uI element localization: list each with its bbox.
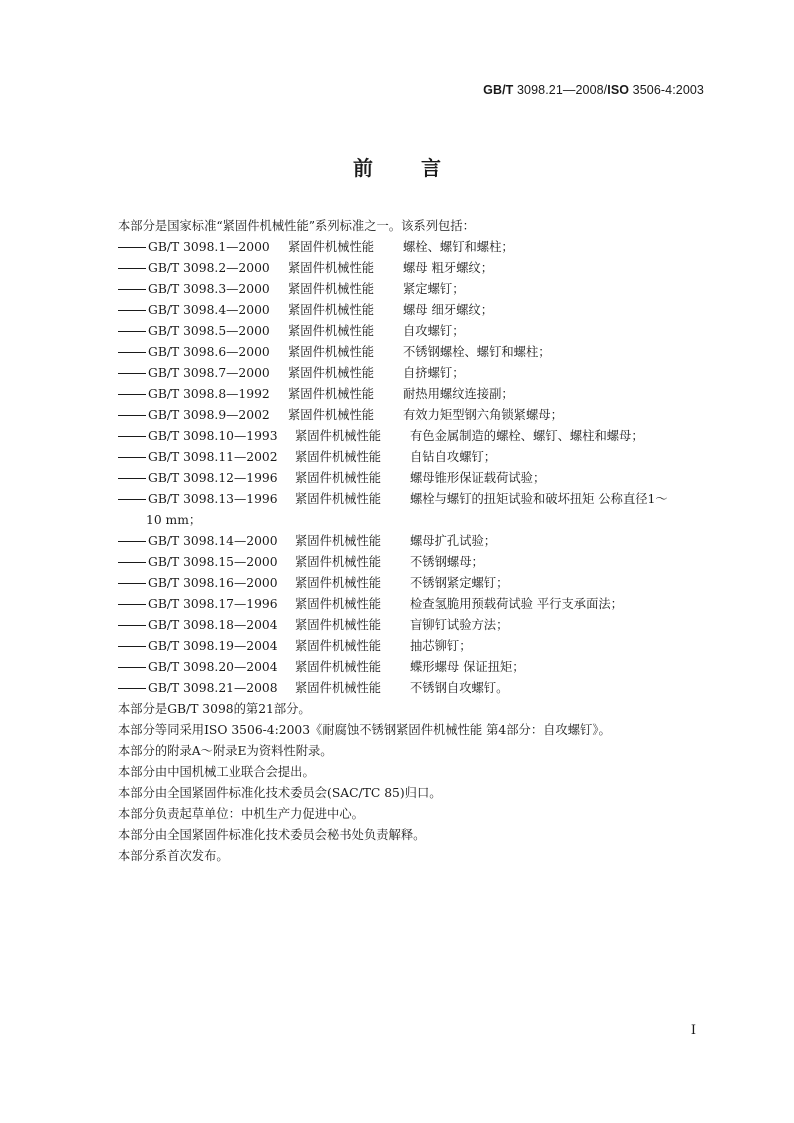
series-title: 螺栓与螺钉的扭矩试验和破坏扭矩 公称直径1～ [410,492,668,506]
series-title: 紧定螺钉； [403,282,465,296]
series-title: 检查氢脆用预载荷试验 平行支承面法； [410,597,623,611]
series-category: 紧固件机械性能 [295,555,382,569]
series-code: GB/T 3098.2—2000 [148,261,270,275]
series-title: 自攻螺钉； [403,324,465,338]
series-code: GB/T 3098.21—2008 [148,681,278,695]
series-item [118,279,708,300]
series-category: 紧固件机械性能 [295,597,382,611]
series-item [118,426,708,447]
series-category: 紧固件机械性能 [288,345,375,359]
series-category: 紧固件机械性能 [295,681,382,695]
series-category: 紧固件机械性能 [295,576,382,590]
em-dash [118,615,148,636]
series-item [118,468,708,489]
series-category: 紧固件机械性能 [295,492,382,506]
body-paragraph: 本部分是GB/T 3098的第21部分。 [118,702,311,716]
series-code: GB/T 3098.15—2000 [148,555,278,569]
em-dash [118,384,148,405]
body-paragraph: 本部分由全国紧固件标准化技术委员会秘书处负责解释。 [118,828,426,842]
series-title: 自钻自攻螺钉； [410,450,497,464]
em-dash [118,468,148,489]
series-item [118,657,708,678]
em-dash [118,552,148,573]
series-category: 紧固件机械性能 [288,324,375,338]
series-item [118,258,708,279]
series-title: 不锈钢紧定螺钉； [410,576,509,590]
standard-code-header: GB/T 3098.21—2008/ISO 3506-4:2003 [483,83,704,97]
series-code: GB/T 3098.13—1996 [148,492,278,506]
series-category: 紧固件机械性能 [288,240,375,254]
series-title-continuation: 10 mm； [146,513,202,527]
series-title: 耐热用螺纹连接副； [403,387,514,401]
series-title: 螺母 粗牙螺纹； [403,261,493,275]
intro-paragraph: 本部分是国家标准“紧固件机械性能”系列标准之一。该系列包括： [118,219,475,233]
body-paragraph: 本部分的附录A～附录E为资料性附录。 [118,744,333,758]
series-item [118,573,708,594]
series-category: 紧固件机械性能 [288,261,375,275]
series-category: 紧固件机械性能 [295,639,382,653]
series-item [118,531,708,552]
series-title: 抽芯铆钉； [410,639,472,653]
em-dash [118,300,148,321]
series-code: GB/T 3098.3—2000 [148,282,270,296]
series-item [118,594,708,615]
series-item [118,384,708,405]
em-dash [118,279,148,300]
series-item [118,342,708,363]
series-category: 紧固件机械性能 [295,534,382,548]
series-item [118,552,708,573]
series-code: GB/T 3098.6—2000 [148,345,270,359]
em-dash [118,237,148,258]
series-item [118,321,708,342]
series-item [118,678,708,699]
series-category: 紧固件机械性能 [295,618,382,632]
series-category: 紧固件机械性能 [288,282,375,296]
foreword-body [118,216,708,867]
series-title: 螺母扩孔试验； [410,534,497,548]
em-dash [118,531,148,552]
em-dash [118,573,148,594]
em-dash [118,321,148,342]
series-code: GB/T 3098.20—2004 [148,660,278,674]
series-category: 紧固件机械性能 [295,450,382,464]
page-number: I [690,1023,696,1038]
series-code: GB/T 3098.19—2004 [148,639,278,653]
series-item [118,300,708,321]
em-dash [118,678,148,699]
series-code: GB/T 3098.8—1992 [148,387,270,401]
series-title: 螺母锥形保证载荷试验； [410,471,546,485]
body-paragraph: 本部分等同采用ISO 3506-4:2003《耐腐蚀不锈钢紧固件机械性能 第4部分：自攻螺钉》。 [118,723,611,737]
series-item [118,636,708,657]
series-title: 螺母 细牙螺纹； [403,303,493,317]
series-code: GB/T 3098.12—1996 [148,471,278,485]
em-dash [118,405,148,426]
series-item [118,447,708,468]
series-item [118,405,708,426]
series-title: 蝶形螺母 保证扭矩； [410,660,525,674]
series-category: 紧固件机械性能 [288,303,375,317]
series-code: GB/T 3098.17—1996 [148,597,278,611]
series-title: 有色金属制造的螺栓、螺钉、螺柱和螺母； [410,429,644,443]
series-code: GB/T 3098.1—2000 [148,240,270,254]
series-item [118,237,708,258]
series-category: 紧固件机械性能 [288,408,375,422]
body-paragraph: 本部分负责起草单位：中机生产力促进中心。 [118,807,364,821]
series-code: GB/T 3098.11—2002 [148,450,278,464]
series-title: 不锈钢自攻螺钉。 [410,681,509,695]
em-dash [118,363,148,384]
series-category: 紧固件机械性能 [295,471,382,485]
em-dash [118,636,148,657]
series-code: GB/T 3098.16—2000 [148,576,278,590]
series-list [118,237,708,699]
body-paragraph: 本部分系首次发布。 [118,849,229,863]
body-paragraph: 本部分由全国紧固件标准化技术委员会(SAC/TC 85)归口。 [118,786,442,800]
series-title: 不锈钢螺栓、螺钉和螺柱； [403,345,551,359]
series-code: GB/T 3098.14—2000 [148,534,278,548]
series-item [118,615,708,636]
series-code: GB/T 3098.10—1993 [148,429,278,443]
series-item [118,363,708,384]
em-dash [118,258,148,279]
series-category: 紧固件机械性能 [295,429,382,443]
page-title: 前言 [353,156,489,180]
em-dash [118,594,148,615]
series-title: 盲铆钉试验方法； [410,618,509,632]
body-paragraph: 本部分由中国机械工业联合会提出。 [118,765,315,779]
series-code: GB/T 3098.7—2000 [148,366,270,380]
series-code: GB/T 3098.4—2000 [148,303,270,317]
series-title: 不锈钢螺母； [410,555,484,569]
series-title: 螺栓、螺钉和螺柱； [403,240,514,254]
em-dash [118,342,148,363]
series-category: 紧固件机械性能 [295,660,382,674]
em-dash [118,426,148,447]
series-item [118,489,708,510]
em-dash [118,489,148,510]
series-code: GB/T 3098.5—2000 [148,324,270,338]
series-code: GB/T 3098.18—2004 [148,618,278,632]
series-title: 有效力矩型钢六角锁紧螺母； [403,408,563,422]
series-category: 紧固件机械性能 [288,387,375,401]
em-dash [118,657,148,678]
series-title: 自挤螺钉； [403,366,465,380]
paragraph-list [118,699,708,867]
em-dash [118,447,148,468]
series-category: 紧固件机械性能 [288,366,375,380]
series-code: GB/T 3098.9—2002 [148,408,270,422]
